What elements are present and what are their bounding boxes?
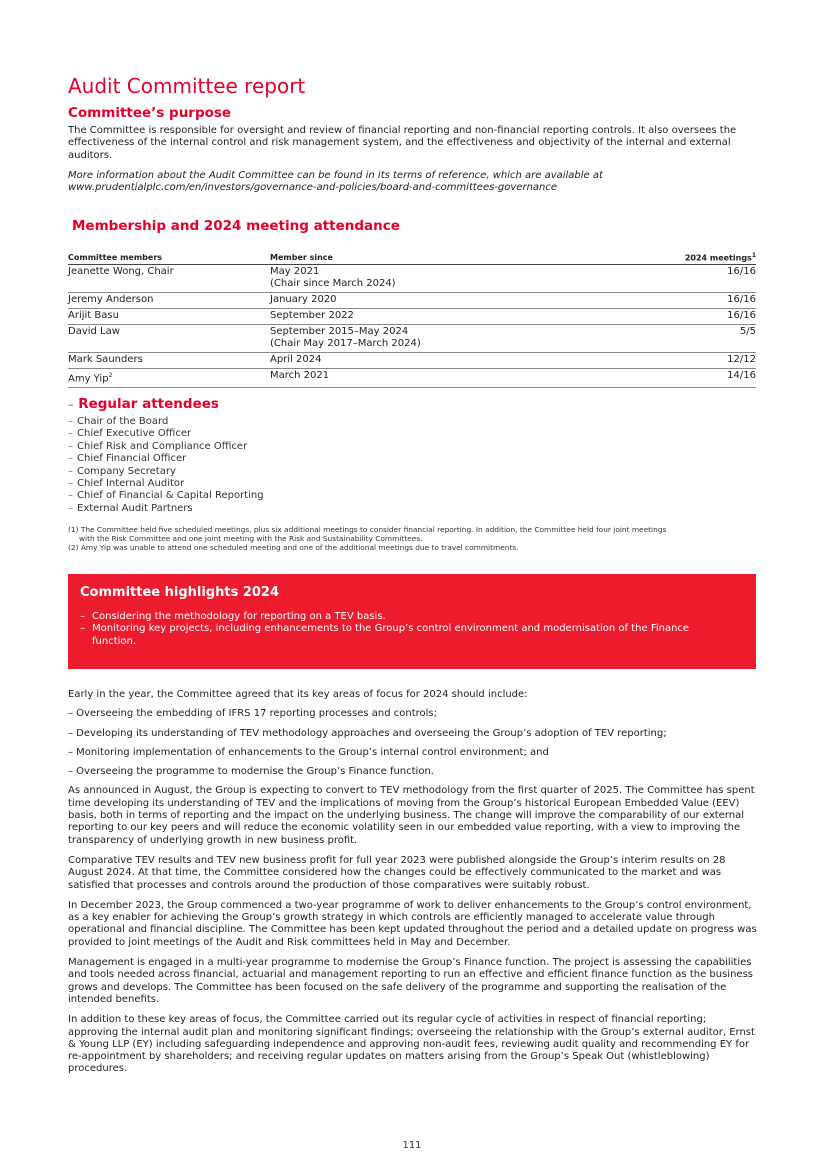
paragraph: In December 2023, the Group commenced a two-year programme of work to deliver enhancements to the Group’s control environment, as a key enabler for achieving the Group’s growth strategy in which controls are efficiently managed to accelerate value through operational and financial discipline. The Committee has been kept updated throughout the period and a detailed update on progress was provided to joint meetings of the Audit and Risk committees held in May and December. [68,899,757,948]
list-item [80,623,720,648]
member-name-cell [68,369,270,388]
highlights-list [80,611,720,648]
footnote-marker: 1 [751,251,756,259]
dash-bullet: – [80,623,85,635]
purpose-text: The Committee is responsible for oversight and review of financial reporting and non-financial reporting controls. It also oversees the effectiveness of the internal control and risk management system, and the effectiveness and objectivity of the internal and external auditors. [68,125,737,161]
member-meetings: 16/16 [600,265,756,293]
page-title: Audit Committee report [68,74,306,98]
focus-item: – Overseeing the programme to modernise the Group’s Finance function. [68,766,434,778]
heading-dash: – [68,398,74,411]
table-header-row [68,249,756,265]
table-row [68,293,756,309]
highlights-heading: Committee highlights 2024 [80,585,280,600]
member-name: Jeanette Wong, Chair [68,265,270,293]
focus-item: – Developing its understanding of TEV methodology approaches and overseeing the Group’s adoption of TEV reporting; [68,727,667,739]
regular-attendees-heading [68,396,219,412]
member-meetings: 14/16 [600,369,756,388]
paragraph: Management is engaged in a multi-year programme to modernise the Group’s Finance function. The project is assessing the capabilities and tools needed across financial, actuarial and management reporting to run an effective and efficient finance function as the business grows and develops. The Committee has been focused on the safe delivery of the programme and supporting the realisation of the intended benefits. [68,957,753,1005]
dash-bullet: – [68,428,73,440]
col-header-since: Member since [270,249,600,265]
focus-item: – Monitoring implementation of enhancements to the Group’s internal control environment; and [68,746,549,758]
list-item-text: Considering the methodology for reporting on a TEV basis. [92,611,386,622]
member-since-date: May 2021 [270,266,320,277]
member-since-date: September 2015–May 2024 [270,326,409,337]
table-row [68,309,756,325]
member-since [270,325,600,353]
paragraph: As announced in August, the Group is expecting to convert to TEV methodology from the first quarter of 2025. The Committee has spent time developing its understanding of TEV and the implications of moving from the Group’s historical European Embedded Value (EEV) basis, both in terms of reporting and the impact on the underlying business. The change will improve the comparability of our external reporting to our key peers and will reduce the economic volatility seen in our embedded value reporting, with a view to improving the transparency of underlying growth in new business profit. [68,785,755,846]
list-item [68,428,264,440]
focus-item: – Overseeing the embedding of IFRS 17 reporting processes and controls; [68,708,437,720]
list-item [68,478,264,490]
member-since: September 2022 [270,309,600,325]
member-since: January 2020 [270,293,600,309]
paragraph: Comparative TEV results and TEV new business profit for full year 2023 were published alongside the Group’s interim results on 28 August 2024. At that time, the Committee considered how the changes could be effectively communicated to the market and was satisfied that processes and controls around the production of those comparatives were suitably robust. [68,854,726,891]
list-item-text: Chief Financial Officer [77,453,187,465]
list-item [80,611,720,623]
paragraph: In addition to these key areas of focus, the Committee carried out its regular cycle of activities in respect of financial reporting; approving the internal audit plan and monitoring significant findings; overseeing the relationship with the Group’s external auditor, Ernst & Young LLP (EY) including safeguarding independence and approving non-audit fees, reviewing audit quality and recommending EY for re-appointment by shareholders; and receiving regular updates on matters arising from the Group’s Speak Out (whistleblowing) procedures. [68,1014,755,1075]
member-since: March 2021 [270,369,600,388]
member-name: Arijit Basu [68,309,270,325]
col-header-meetings [600,249,756,265]
regular-attendees-list [68,416,264,515]
member-meetings: 16/16 [600,309,756,325]
member-meetings: 5/5 [600,325,756,353]
table-row [68,325,756,353]
purpose-more-info: More information about the Audit Committee can be found in its terms of reference, which are available at www.prudentialplc.com/en/investors/governance-and-policies/board-and-committees-governance [68,170,603,194]
col-header-members: Committee members [68,249,270,265]
footnote-marker: 2 [108,372,113,379]
dash-bullet: – [68,465,73,477]
purpose-heading: Committee’s purpose [68,105,232,121]
table-row [68,369,756,388]
list-item [68,490,264,502]
list-item [68,441,264,453]
dash-bullet: – [68,502,73,514]
list-item-text: Chief Executive Officer [77,428,192,440]
dash-bullet: – [68,416,73,427]
footnotes [68,525,758,552]
list-item-text: External Audit Partners [77,502,193,514]
table-row [68,265,756,293]
list-item-text: Chief Internal Auditor [77,478,185,490]
footnote-1-cont: with the Risk Committee and one joint meeting with the Risk and Sustainability Committees. [79,534,423,543]
member-meetings: 12/12 [600,353,756,369]
page-number: 111 [402,1140,422,1151]
member-since-note: (Chair since March 2024) [270,278,396,289]
dash-bullet: – [80,611,85,622]
regular-attendees-title: Regular attendees [78,396,219,412]
list-item-text: Chief Risk and Compliance Officer [77,440,248,452]
member-since: April 2024 [270,353,600,369]
list-item [68,503,264,515]
member-name: Amy Yip [68,373,109,385]
list-item [68,466,264,478]
intro-paragraph: Early in the year, the Committee agreed that its key areas of focus for 2024 should include: [68,689,528,700]
member-since-note: (Chair May 2017–March 2024) [270,338,421,349]
member-since [270,265,600,293]
membership-table [68,249,756,388]
table-row [68,353,756,369]
footnote-1: (1) The Committee held five scheduled meetings, plus six additional meetings to consider financial reporting. In addition, the Committee held four joint meetings [68,525,667,534]
highlights-box [68,574,756,669]
dash-bullet: – [68,440,73,452]
footnote-2: (2) Amy Yip was unable to attend one scheduled meeting and one of the additional meetings due to travel commitments. [68,543,519,552]
main-text [68,689,758,1084]
member-name: Mark Saunders [68,353,270,369]
col-header-meetings-label: 2024 meetings [684,253,752,263]
list-item-text: Chair of the Board [77,416,169,427]
member-name: Jeremy Anderson [68,293,270,309]
list-item-text: Company Secretary [77,465,176,477]
dash-bullet: – [68,490,73,502]
list-item [68,453,264,465]
list-item-text: Monitoring key projects, including enhancements to the Group’s control environment and modernisation of the Finance function. [92,623,690,647]
dash-bullet: – [68,478,73,490]
membership-heading: Membership and 2024 meeting attendance [72,218,400,234]
member-name: David Law [68,325,270,353]
member-meetings: 16/16 [600,293,756,309]
list-item [68,416,264,428]
list-item-text: Chief of Financial & Capital Reporting [77,490,264,502]
dash-bullet: – [68,453,73,465]
